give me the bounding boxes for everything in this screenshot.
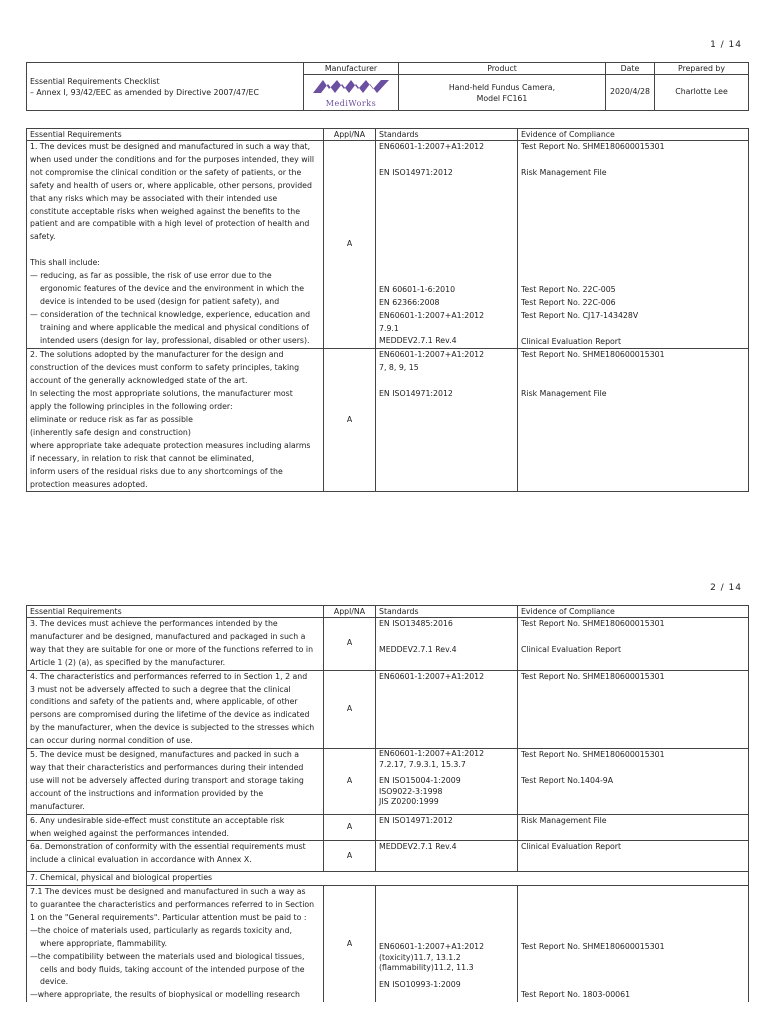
table-row — [27, 814, 749, 841]
header-table — [26, 62, 749, 111]
section-row — [27, 872, 749, 886]
col-date: Date — [606, 63, 655, 75]
page-number: 2 / 14 — [710, 583, 742, 593]
table-row — [27, 349, 749, 492]
page-number: 1 / 14 — [710, 40, 742, 50]
evidence-cell: Risk Management File — [518, 814, 749, 841]
standards-cell: EN60601-1:2007+A1:2012 (toxicity)11.7, 13.1.2 (flammability)11.2, 11.3 EN ISO10993-1:2009 — [376, 886, 518, 1003]
applicability: A — [324, 670, 376, 748]
standards-cell: EN60601-1:2007+A1:2012 7.2.17, 7.9.3.1, 15.3.7 EN ISO15004-1:2009 ISO9022-3:1998 JIS Z0200:1999 — [376, 749, 518, 815]
col-standards: Standards — [376, 129, 518, 141]
requirement-text: 7.1 The devices must be designed and manufactured in such a way as to guarantee the characteristics and performances referred to in Section 1 on the "General requirements". Particular attention must be paid to : —the choice of materials used, particularly as regards toxicity and, where appropriate, flammability. —the compatibility between the materials used and biological tissues, cells and body fluids, taking account of the intended purpose of the device. —where appropriate, the results of biophysical or modelling research — [27, 886, 324, 1003]
col-product: Product — [399, 63, 606, 75]
applicability: A — [324, 841, 376, 872]
requirement-text: 2. The solutions adopted by the manufacturer for the design and construction of the devices must conform to safety principles, taking account of the generally acknowledged state of the art. In selecting the most appropriate solutions, the manufacturer most apply the following principles in the following order: eliminate or reduce risk as far as possible (inherently safe design and construction) where appropriate take adequate protection measures including alarms if necessary, in relation to risk that cannot be eliminated, inform users of the residual risks due to any shortcomings of the protection measures adopted. — [27, 349, 324, 492]
mediworks-logo-icon — [311, 77, 391, 95]
evidence-cell: Test Report No. SHME180600015301 Risk Management File Test Report No. 22C-005 Test Report No. 22C-006 Test Report No. CJ17-143428V Clinical Evaluation Report — [518, 141, 749, 349]
evidence-cell: Clinical Evaluation Report — [518, 841, 749, 872]
table-row — [27, 841, 749, 872]
col-standards: Standards — [376, 606, 518, 618]
requirement-text: 5. The device must be designed, manufactures and packed in such a way that their characteristics and performances during their intended use will not be adversely affected during transport and storage taking account of the instructions and information provided by the manufacturer. — [27, 749, 324, 815]
requirements-table-page1 — [26, 128, 749, 492]
evidence-cell: Test Report No. SHME180600015301 Clinical Evaluation Report — [518, 618, 749, 671]
standards-cell: EN ISO13485:2016 MEDDEV2.7.1 Rev.4 — [376, 618, 518, 671]
table-row — [27, 886, 749, 1003]
requirement-text: 6. Any undesirable side-effect must constitute an acceptable risk when weighed against the performances intended. — [27, 814, 324, 841]
applicability: A — [324, 141, 376, 349]
applicability: A — [324, 618, 376, 671]
applicability: A — [324, 814, 376, 841]
col-evidence: Evidence of Compliance — [518, 606, 749, 618]
date-value: 2020/4/28 — [606, 75, 655, 111]
prepared-by-value: Charlotte Lee — [655, 75, 749, 111]
col-appl-na: Appl/NA — [324, 129, 376, 141]
table-row — [27, 141, 749, 349]
applicability: A — [324, 886, 376, 1003]
product-name: Hand-held Fundus Camera, Model FC161 — [399, 75, 606, 111]
evidence-cell: Test Report No. SHME180600015301 — [518, 670, 749, 748]
standards-cell: MEDDEV2.7.1 Rev.4 — [376, 841, 518, 872]
evidence-cell: Test Report No. SHME180600015301 Test Report No. 1803-00061 — [518, 886, 749, 1003]
requirement-text: 4. The characteristics and performances referred to in Section 1, 2 and 3 must not be adversely affected to such a degree that the clinical conditions and safety of the patients and, where applicable, of other persons are compromised during the lifetime of the device as indicated by the manufacturer, when the device is subjected to the stresses which can occur during normal condition of use. — [27, 670, 324, 748]
checklist-title: Essential Requirements Checklist – Annex I, 93/42/EEC as amended by Directive 2007/47/EC — [27, 63, 304, 111]
standards-cell: EN ISO14971:2012 — [376, 814, 518, 841]
table-row — [27, 618, 749, 671]
table-row — [27, 670, 749, 748]
applicability: A — [324, 349, 376, 492]
table-header-row — [27, 129, 749, 141]
table-row — [27, 749, 749, 815]
requirement-text: 1. The devices must be designed and manufactured in such a way that, when used under the conditions and for the purposes intended, they will not compromise the clinical condition or the safety of patients, or the safety and health of users or, where applicable, other persons, provided that any risks which may be associated with their intended use constitute acceptable risks when weighed against the benefits to the patient and are compatible with a high level of protection of health and safety. This shall include: — reducing, as far as possible, the risk of use error due to the ergonomic features of the device and the environment in which the device is intended to be used (design for patient safety), and — consideration of the technical knowledge, experience, education and training and where applicable the medical and physical conditions of intended users (design for lay, professional, disabled or other users). — [27, 141, 324, 349]
table-header-row — [27, 606, 749, 618]
col-prepared-by: Prepared by — [655, 63, 749, 75]
standards-cell: EN60601-1:2007+A1:2012 — [376, 670, 518, 748]
requirements-table-page2 — [26, 605, 749, 1002]
requirement-text: 6a. Demonstration of conformity with the essential requirements must include a clinical evaluation in accordance with Annex X. — [27, 841, 324, 872]
col-essential-requirements: Essential Requirements — [27, 606, 324, 618]
standards-cell: EN60601-1:2007+A1:2012 7, 8, 9, 15 EN ISO14971:2012 — [376, 349, 518, 492]
col-appl-na: Appl/NA — [324, 606, 376, 618]
standards-cell: EN60601-1:2007+A1:2012 EN ISO14971:2012 EN 60601-1-6:2010 EN 62366:2008 EN60601-1:2007+A1:2012 7.9.1 MEDDEV2.7.1 Rev.4 — [376, 141, 518, 349]
evidence-cell: Test Report No. SHME180600015301 Test Report No.1404-9A — [518, 749, 749, 815]
requirement-text: 3. The devices must achieve the performances intended by the manufacturer and be designed, manufactured and packaged in such a way that they are suitable for one or more of the functions referred to in Article 1 (2) (a), as specified by the manufacturer. — [27, 618, 324, 671]
section-title: 7. Chemical, physical and biological properties — [27, 872, 749, 886]
col-essential-requirements: Essential Requirements — [27, 129, 324, 141]
applicability: A — [324, 749, 376, 815]
col-evidence: Evidence of Compliance — [518, 129, 749, 141]
evidence-cell: Test Report No. SHME180600015301 Risk Management File — [518, 349, 749, 492]
col-manufacturer: Manufacturer — [304, 63, 399, 75]
manufacturer-logo: MediWorks — [304, 75, 399, 111]
